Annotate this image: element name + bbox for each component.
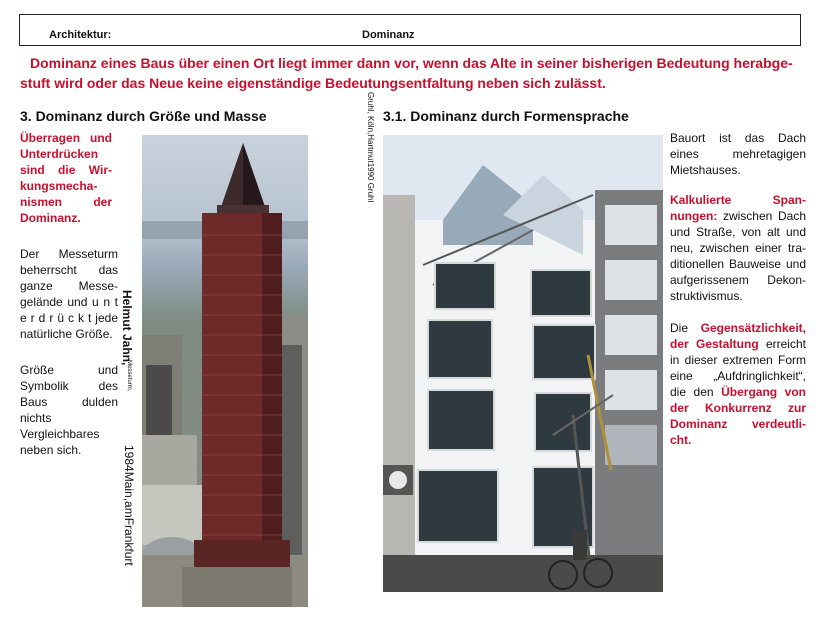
gegensatz-period: . (688, 433, 692, 447)
gegensatz-lead: Die (670, 321, 701, 335)
gegensatz-middle: erreicht in dieser extremen Form eine „Aufdringlichkeit“, die den (670, 337, 806, 399)
gegensatz-highlight: Gegensätzlichkeit, der Gestaltung (670, 321, 806, 351)
facade-photo (383, 135, 663, 592)
spannungen-text: zwischen Dach und Straße, von alt und neu, zwischen einer tra-ditionellen Bauweise und aufgerissenem Dekon-struktivismus. (670, 209, 806, 303)
photo-credit-vertical: Gruhl, Köln,Hartmut1990 Gruhl (366, 92, 375, 203)
section-heading-size: 3. Dominanz durch Größe und Masse (20, 108, 267, 124)
left-red-statement: Überragen und Unterdrücken sind die Wir-kungsmecha-nismen der Dominanz. (20, 131, 112, 225)
header-topic: Dominanz (362, 29, 415, 41)
spannungen-highlight: Kalkulierte Span-nungen: (670, 193, 806, 223)
right-paragraph-spannungen (670, 192, 806, 304)
right-paragraph-gegensatz (670, 320, 806, 448)
left-paragraph-messeturm: Der Messeturm beherrscht das ganze Messe-gelände und u n t e r d r ü c k t jede natürliche Größe. (20, 247, 118, 341)
uebergang-highlight: Übergang von der Konkurrenz zur Dominanz verdeutli-cht (670, 385, 807, 447)
photo-credit-building: Messeturm, (126, 360, 132, 392)
messeturm-photo (142, 135, 308, 607)
right-paragraph-bauort: Bauort ist das Dach eines mehretagigen Mietshauses. (670, 131, 806, 177)
intro-text: Dominanz eines Baus über einen Ort liegt immer dann vor, wenn das Alte in seiner bisherigen Bedeutung herabge-stuft wird oder das Neue keine eigenständige Bedeutungsentfaltung neben sich zulässt. (20, 55, 793, 91)
section-heading-form: 3.1. Dominanz durch Formensprache (383, 108, 629, 124)
photo-credit-architect: Helmut Jahn, (120, 290, 134, 366)
photo-credit-place: 1984Main,amFrankfurt (122, 445, 136, 566)
left-paragraph-symbolik: Größe und Symbolik des Baus dulden nichts Vergleichbares neben sich. (20, 363, 118, 457)
header-subject: Architektur: (49, 29, 112, 41)
